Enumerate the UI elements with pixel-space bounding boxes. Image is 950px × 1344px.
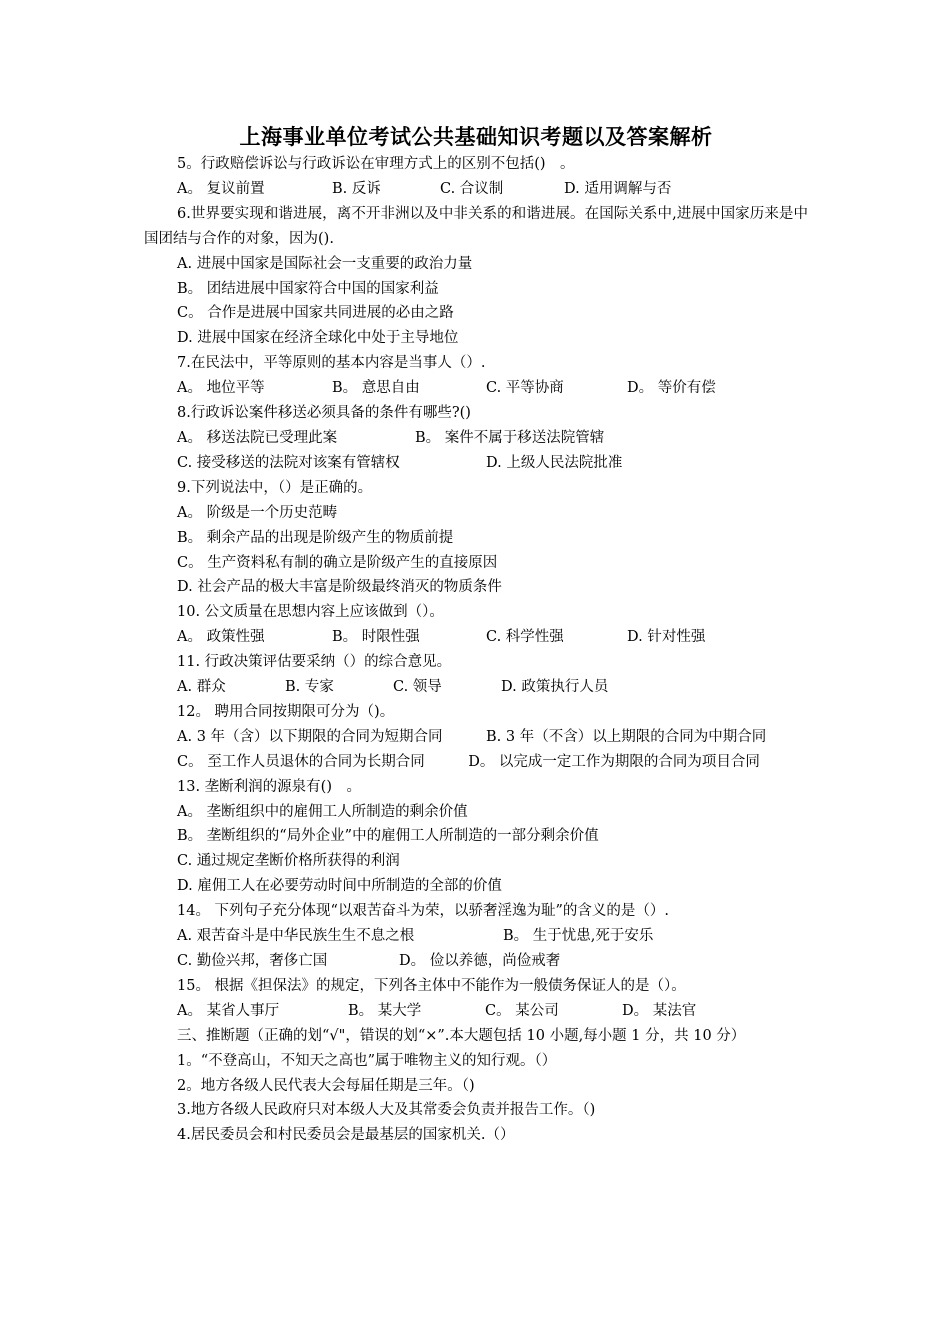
- option-d: D. 上级人民法院批准: [486, 454, 623, 471]
- option-a: A。 某省人事厅: [177, 1002, 280, 1019]
- question-13: 13. 垄断利润的源泉有() 。: [177, 778, 361, 795]
- document-page: [144, 122, 808, 1148]
- question-6: 6.世界要实现和谐进展，离不开非洲以及中非关系的和谐进展。在国际关系中,进展中国家历来是中国团结与合作的对象，因为().: [144, 205, 808, 247]
- question-8-options-row-1: [144, 426, 808, 451]
- option-c: C. 勤俭兴邦，奢侈亡国: [177, 953, 328, 969]
- option-b: B。 案件不属于移送法院管辖: [415, 429, 605, 446]
- option-c: C. 科学性强: [486, 629, 564, 646]
- question-12: 12。 聘用合同按期限可分为（)。: [177, 703, 395, 720]
- option-c: C. 平等协商: [486, 380, 564, 397]
- question-5: 5。行政赔偿诉讼与行政诉讼在审理方式上的区别不包括() 。: [177, 156, 575, 172]
- judgment-1: 1。“不登高山，不知天之高也”属于唯物主义的知行观。（）: [177, 1052, 557, 1069]
- option-a: A。 复议前置: [177, 180, 265, 197]
- option-d: D. 针对性强: [627, 629, 706, 646]
- question-13-option-a: A。 垄断组织中的雇佣工人所制造的剩余价值: [177, 803, 468, 820]
- question-9-option-d: D. 社会产品的极大丰富是阶级最终消灭的物质条件: [177, 579, 502, 596]
- judgment-3: 3.地方各级人民政府只对本级人大及其常委会负责并报告工作。（): [177, 1102, 596, 1119]
- option-b: B。 生于忧患,死于安乐: [503, 928, 654, 945]
- question-13-option-c: C. 通过规定垄断价格所获得的利润: [177, 853, 400, 870]
- option-c: C. 合议制: [440, 180, 504, 197]
- option-d: D. 适用调解与否: [564, 180, 672, 197]
- question-15: 15。 根据《担保法》的规定，下列各主体中不能作为一般债务保证人的是（）。: [177, 977, 686, 994]
- question-7-options: [144, 376, 808, 401]
- question-10-options: [144, 625, 808, 650]
- question-8: 8.行政诉讼案件移送必须具备的条件有哪些?(): [177, 405, 471, 422]
- option-a: A。 政策性强: [177, 629, 265, 646]
- section-3-heading: 三、推断题（正确的划“√"，错误的划“×”.本大题包括 10 小题,每小题 1 分，共 10 分）: [177, 1027, 746, 1044]
- option-b: B。 时限性强: [332, 629, 420, 646]
- option-a: A. 群众: [177, 679, 226, 696]
- question-15-options: [144, 999, 808, 1024]
- question-14-options-row-2: [144, 949, 808, 974]
- option-a: A。 移送法院已受理此案: [177, 429, 338, 446]
- question-12-options-cd: C。 至工作人员退休的合同为长期合同 D。 以完成一定工作为期限的合同为项目合同: [177, 753, 760, 770]
- question-11-options: [144, 675, 808, 700]
- question-13-option-b: B。 垄断组织的“局外企业”中的雇佣工人所制造的一部分剩余价值: [177, 828, 599, 845]
- judgment-4: 4.居民委员会和村民委员会是最基层的国家机关.（）: [177, 1127, 515, 1144]
- option-a: A。 地位平等: [177, 380, 265, 397]
- question-12-options-ab: A. 3 年（含）以下期限的合同为短期合同 B. 3 年（不含）以上期限的合同为中期合同: [177, 728, 767, 745]
- question-8-options-row-2: [144, 451, 808, 476]
- option-b: B. 反诉: [332, 180, 381, 197]
- option-d: D。 某法官: [622, 1002, 697, 1019]
- question-14: 14。 下列句子充分体现“以艰苦奋斗为荣，以骄奢淫逸为耻”的含义的是（）.: [177, 903, 669, 920]
- question-10: 10. 公文质量在思想内容上应该做到（）。: [177, 604, 444, 621]
- option-c: C. 领导: [393, 679, 442, 696]
- option-c: C. 接受移送的法院对该案有管辖权: [177, 454, 400, 471]
- option-d: D. 政策执行人员: [501, 679, 609, 696]
- option-b: B。 意思自由: [332, 380, 420, 397]
- question-14-options-row-1: [144, 924, 808, 949]
- question-7: 7.在民法中，平等原则的基本内容是当事人（）.: [177, 355, 486, 372]
- question-9-option-c: C。 生产资料私有制的确立是阶级产生的直接原因: [177, 554, 498, 571]
- question-9-option-b: B。 剩余产品的出现是阶级产生的物质前提: [177, 529, 454, 546]
- question-13-option-d: D. 雇佣工人在必要劳动时间中所制造的全部的价值: [177, 878, 502, 895]
- document-title: 上海事业单位考试公共基础知识考题以及答案解析: [239, 125, 713, 149]
- option-b: B。 某大学: [348, 1002, 422, 1019]
- question-11: 11. 行政决策评估要采纳（）的综合意见。: [177, 654, 452, 671]
- question-9-option-a: A。 阶级是一个历史范畴: [177, 504, 338, 521]
- option-c: C。 某公司: [485, 1002, 559, 1019]
- question-6-option-d: D. 进展中国家在经济全球化中处于主导地位: [177, 330, 459, 347]
- question-5-options: [144, 177, 808, 202]
- question-9: 9.下列说法中，（）是正确的。: [177, 479, 373, 496]
- option-d: D。 俭以养德，尚俭戒奢: [399, 953, 561, 969]
- question-6-option-a: A. 进展中国家是国际社会一支重要的政治力量: [177, 255, 473, 272]
- question-6-option-b: B。 团结进展中国家符合中国的国家利益: [177, 280, 439, 297]
- option-b: B. 专家: [285, 679, 334, 696]
- option-d: D。 等价有偿: [627, 380, 716, 397]
- question-6-option-c: C。 合作是进展中国家共同进展的必由之路: [177, 305, 454, 322]
- option-a: A. 艰苦奋斗是中华民族生生不息之根: [177, 928, 415, 945]
- judgment-2: 2。地方各级人民代表大会每届任期是三年。（): [177, 1077, 475, 1094]
